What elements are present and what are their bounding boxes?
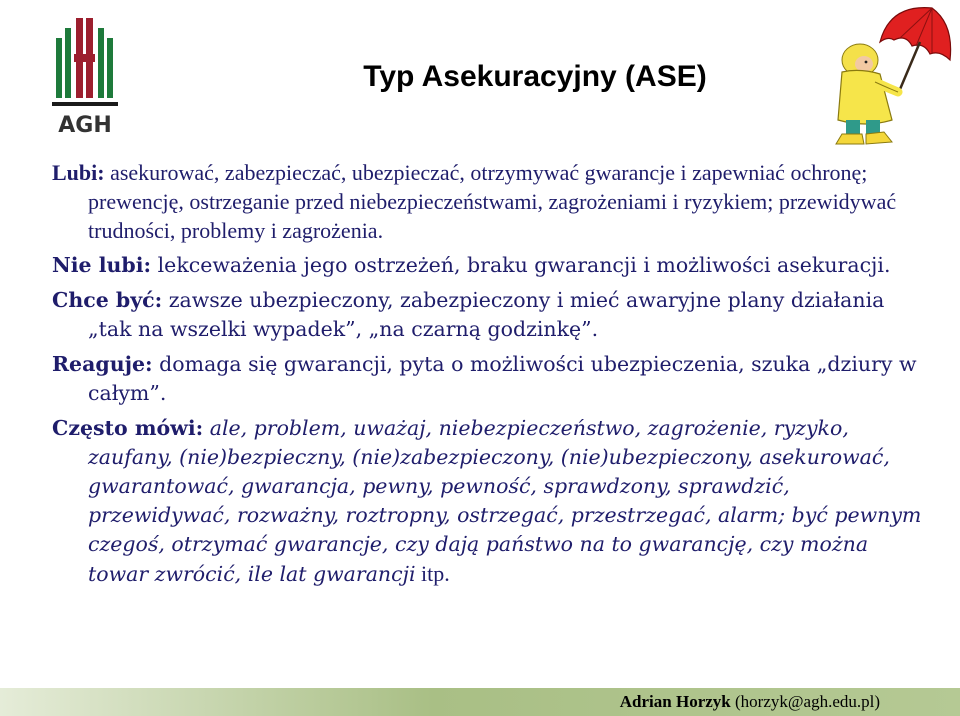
says-suffix: itp. <box>415 561 450 586</box>
says-paragraph <box>52 414 922 589</box>
reacts-label: Reaguje: <box>52 352 153 376</box>
page-title: Typ Asekuracyjny (ASE) <box>363 60 707 93</box>
dislikes-text: lekceważenia jego ostrzeżeń, braku gwarancji i możliwości asekuracji. <box>157 253 891 277</box>
logo-text: AGH <box>58 113 112 138</box>
likes-paragraph <box>52 158 922 245</box>
raincoat-umbrella-mascot-icon <box>820 2 955 152</box>
dislikes-label: Nie lubi: <box>52 253 152 277</box>
reacts-text: domaga się gwarancji, pyta o możliwości ubezpieczenia, szuka „dziury w całym”. <box>88 352 917 405</box>
wants-paragraph <box>52 286 922 344</box>
dislikes-paragraph <box>52 251 922 280</box>
footer-contact: (horzyk@agh.edu.pl) <box>730 692 880 711</box>
footer-credit <box>620 692 880 712</box>
main-content <box>52 158 922 595</box>
footer-bar <box>0 688 960 716</box>
agh-logo-icon <box>52 18 130 138</box>
reacts-paragraph <box>52 350 922 408</box>
says-label: Często mówi: <box>52 416 204 440</box>
says-words: ale, problem, uważaj, niebezpieczeństwo, zagrożenie, ryzyko, zaufany, (nie)bezpieczny, (nie)zabezpieczony, (nie)ubezpieczony, asekurować, gwarantować, gwarancja, pewny, pewność, sprawdzony, sprawdzić, przewidywać, rozważny, roztropny, ostrzegać, przestrzegać, alarm; być pewnym czegoś, otrzymać gwarancje, czy dają państwo na to gwarancję, czy można towar zwrócić, ile lat gwarancji <box>88 416 922 586</box>
wants-text: zawsze ubezpieczony, zabezpieczony i mieć awaryjne plany działania „tak na wszelki wypadek”, „na czarną godzinkę”. <box>88 288 885 341</box>
wants-label: Chce być: <box>52 288 163 312</box>
likes-text: asekurować, zabezpieczać, ubezpieczać, otrzymywać gwarancje i zapewniać ochronę; prewencję, ostrzeganie przed niebezpieczeństwami, zagrożeniami i ryzykiem; przewidywać trudności, problemy i zagrożenia. <box>88 160 897 243</box>
footer-author: Adrian Horzyk <box>619 692 731 711</box>
likes-label: Lubi: <box>52 160 105 185</box>
